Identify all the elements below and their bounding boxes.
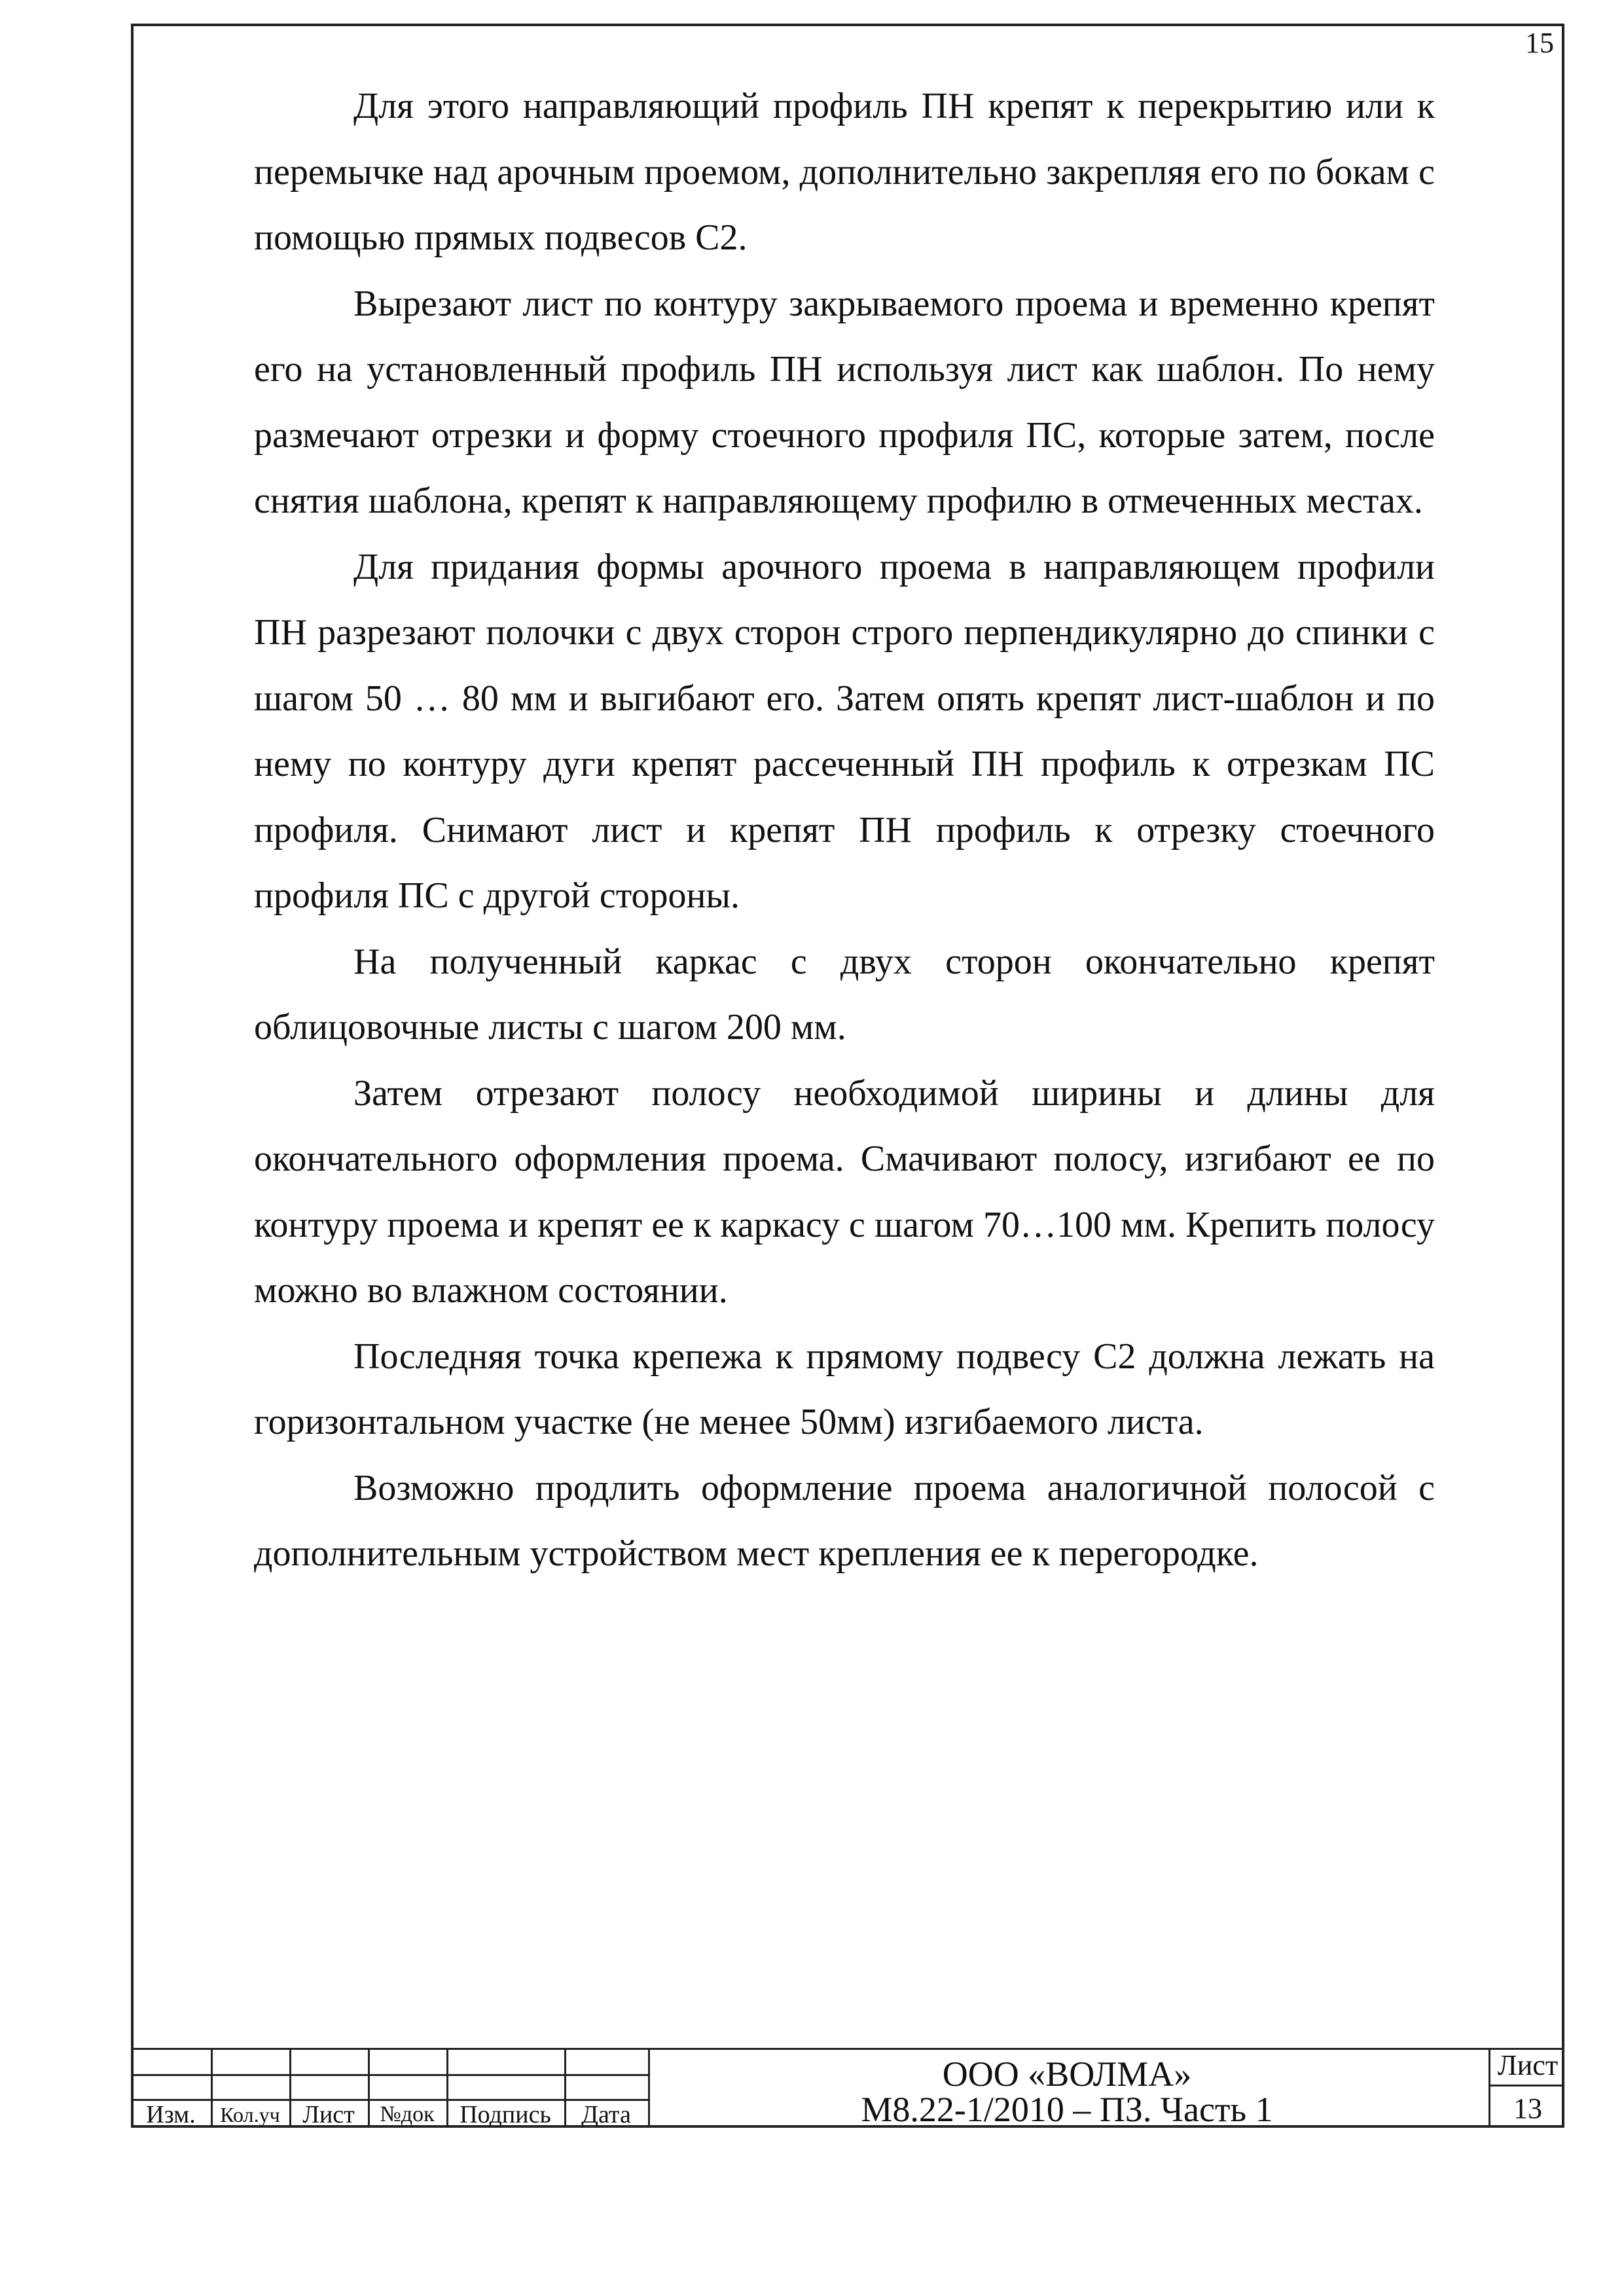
page-number: 15 xyxy=(1525,27,1554,59)
paragraph: Для этого направляющий профиль ПН крепят к перекрытию или к перемычке над арочным проемом, дополнительно закрепляя его по бокам с помощью прямых подвесов С2. xyxy=(254,86,1435,258)
sheet-label: Лист xyxy=(1497,2049,1559,2081)
paragraph: На полученный каркас с двух сторон окончательно крепят облицовочные листы с шагом 200 мм. xyxy=(254,941,1435,1048)
col-list: Лист xyxy=(302,2101,355,2128)
col-ndok: №док xyxy=(380,2102,435,2126)
organization-name: ООО «ВОЛМА» xyxy=(942,2054,1192,2094)
col-izm: Изм. xyxy=(146,2101,196,2128)
document-body xyxy=(254,73,1435,1587)
paragraph: Возможно продлить оформление проема аналогичной полосой с дополнительным устройством мест крепления ее к перегородке. xyxy=(254,1467,1435,1574)
col-data: Дата xyxy=(581,2101,631,2128)
paragraph: Последняя точка крепежа к прямому подвесу С2 должна лежать на горизонтальном участке (не менее 50мм) изгибаемого листа. xyxy=(254,1336,1435,1442)
sheet-number: 13 xyxy=(1513,2092,1542,2124)
paragraph: Затем отрезают полосу необходимой ширины и длины для окончательного оформления проема. Смачивают полосу, изгибают ее по контуру проема и крепят ее к каркасу с шагом 70…100 мм. Крепить полосу можно во влажном состоянии. xyxy=(254,1072,1435,1311)
col-podpis: Подпись xyxy=(460,2101,551,2128)
paragraph: Для придания формы арочного проема в направляющем профили ПН разрезают полочки с двух сторон строго перпендикулярно до спинки с шагом 50 … 80 мм и выгибают его. Затем опять крепят лист-шаблон и по нему по контуру дуги крепят рассеченный ПН профиль к отрезкам ПС профиля. Снимают лист и крепят ПН профиль к отрезку стоечного профиля ПС с другой стороны. xyxy=(254,546,1435,916)
document-code: М8.22-1/2010 – ПЗ. Часть 1 xyxy=(861,2090,1273,2129)
col-kol-uch: Кол.уч xyxy=(220,2103,280,2126)
paragraph: Вырезают лист по контуру закрываемого проема и временно крепят его на установленный профиль ПН используя лист как шаблон. По нему размечают отрезки и форму стоечного профиля ПС, которые затем, после снятия шаблона, крепят к направляющему профилю в отмеченных местах. xyxy=(254,283,1435,521)
